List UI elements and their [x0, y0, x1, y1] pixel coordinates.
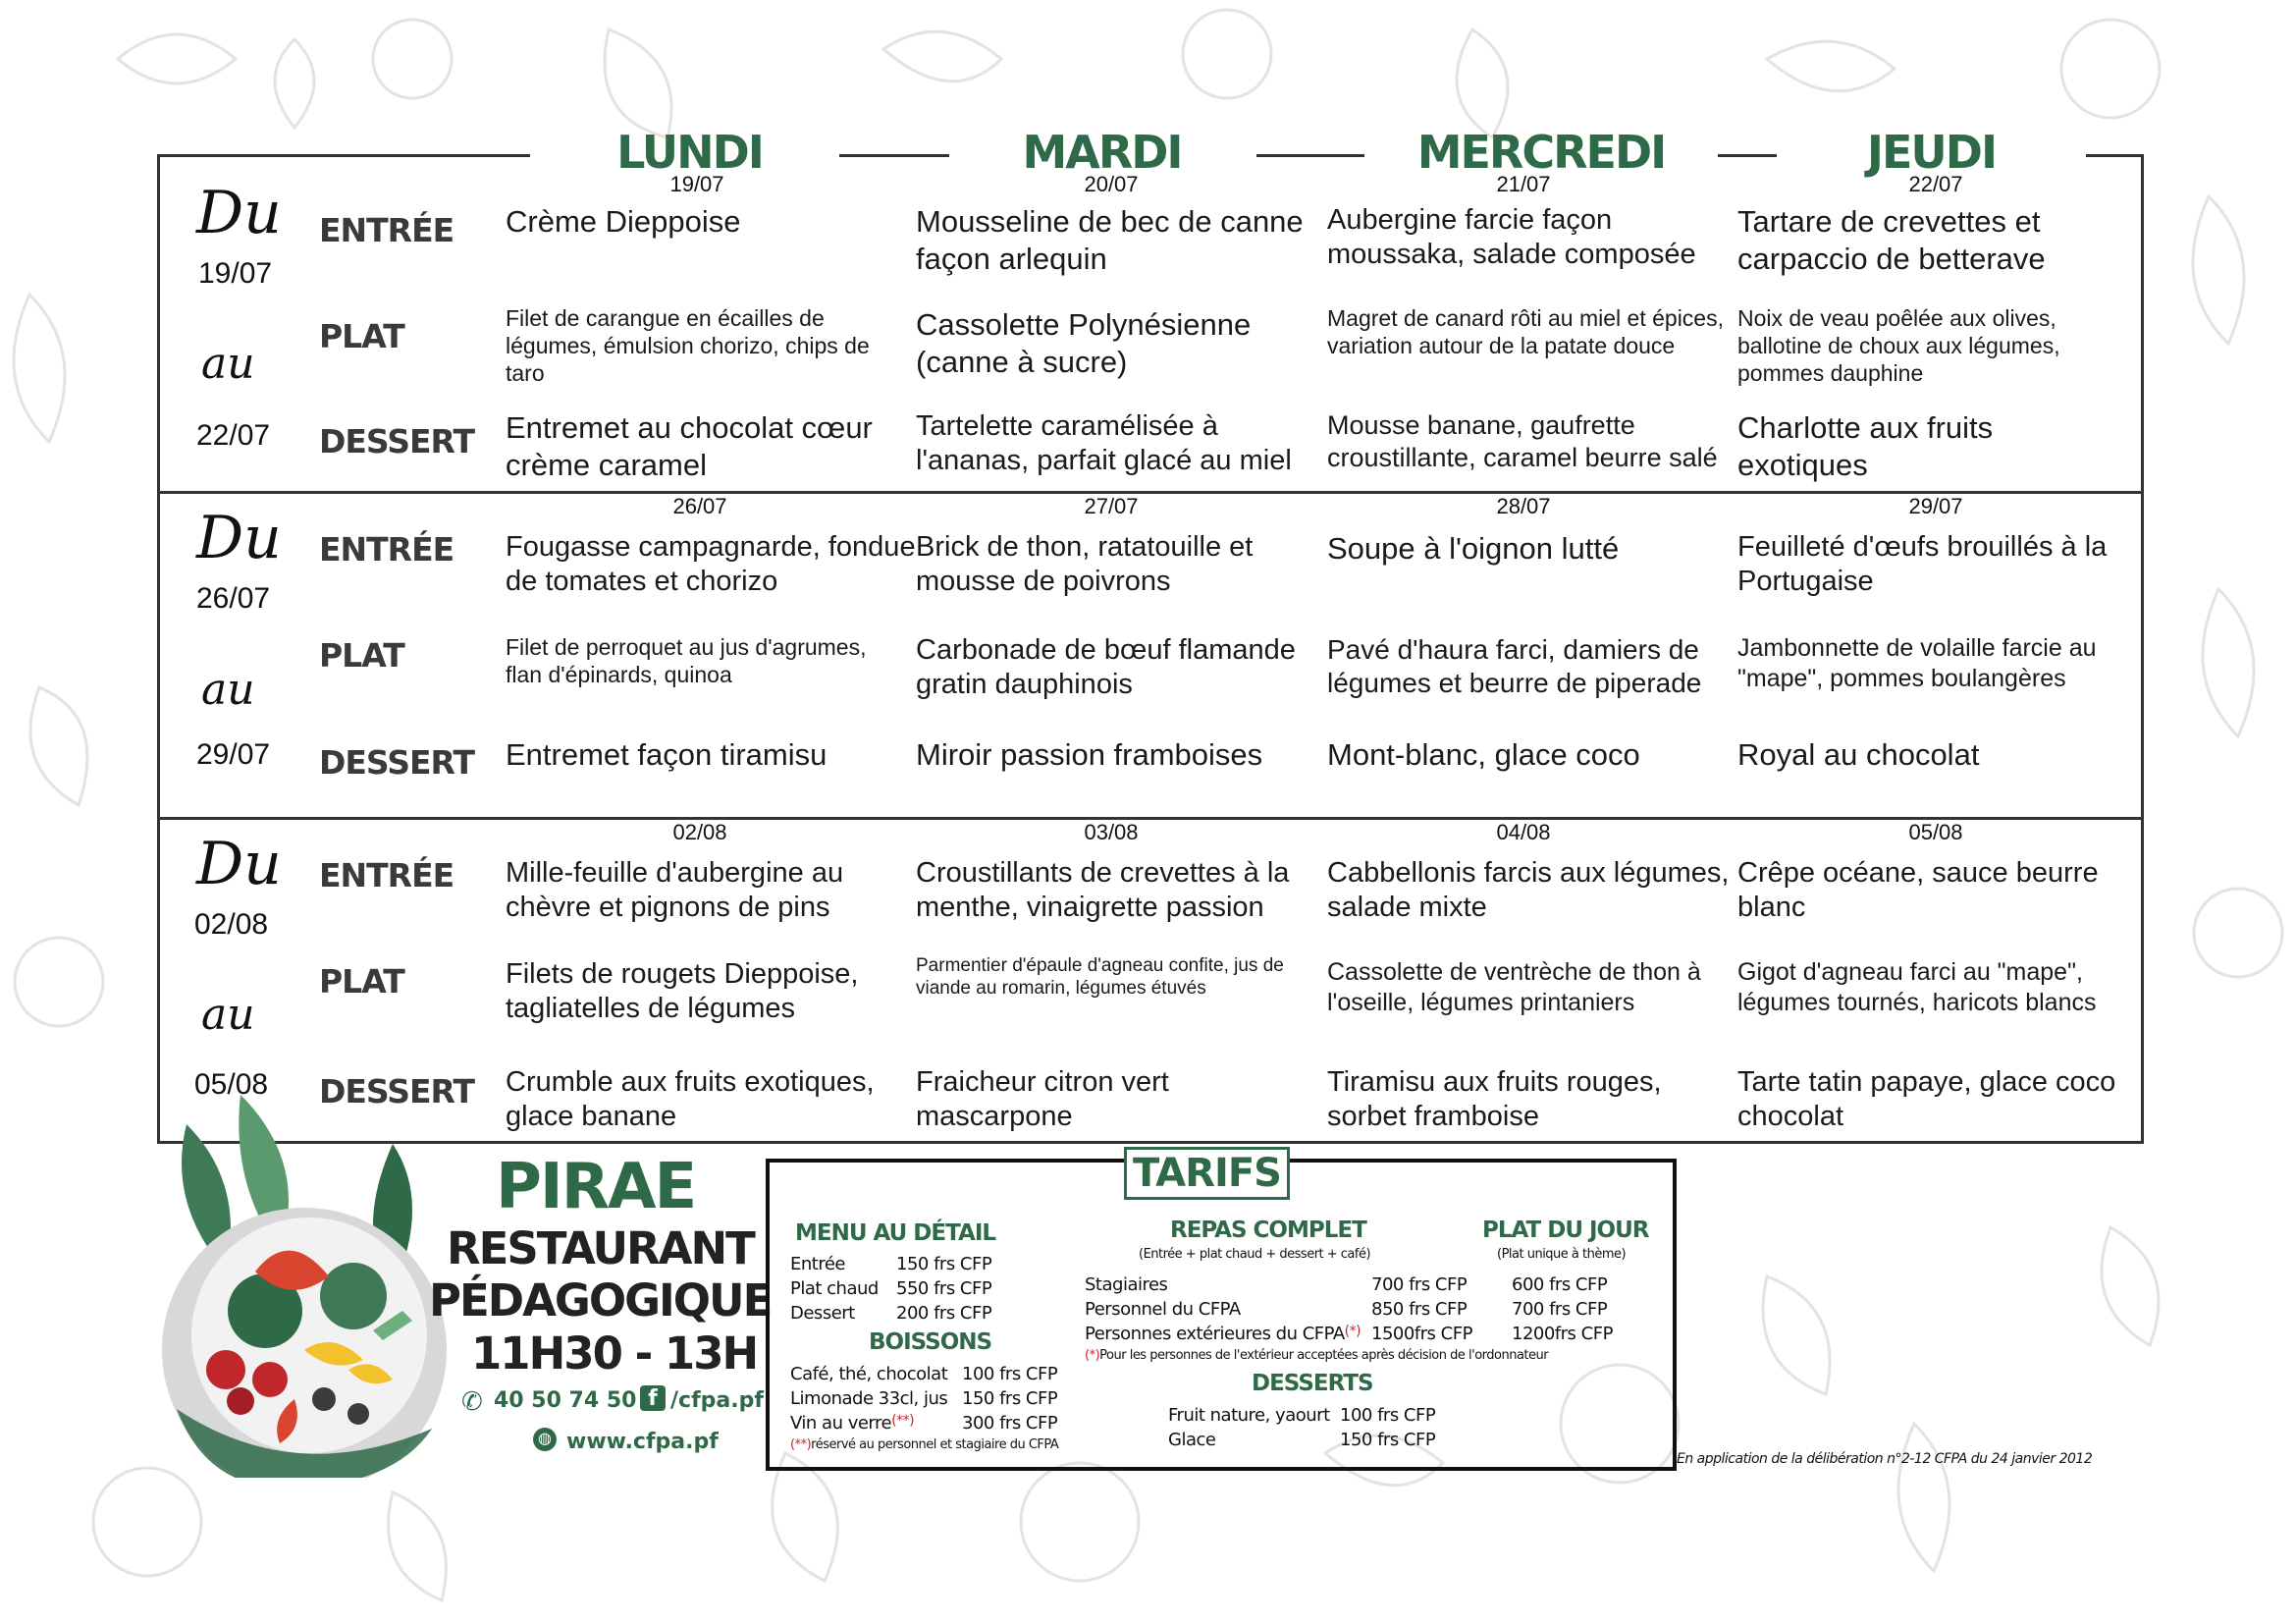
- dish-plat: Cassolette Polynésienne (canne à sucre): [916, 307, 1252, 379]
- salad-bowl-logo: [147, 1085, 461, 1478]
- tarifs-title: TARIFS: [1124, 1147, 1290, 1200]
- day-date: 28/07: [1496, 494, 1551, 518]
- week-au-label: au: [201, 665, 255, 715]
- week-end-date: 05/08: [194, 1068, 269, 1101]
- dish-entree: Brick de thon, ratatouille et mousse de poivrons: [916, 531, 1254, 598]
- day-date: 05/08: [1908, 820, 1963, 844]
- brand-line1: RESTAURANT: [447, 1222, 754, 1274]
- dish-plat: Filet de perroquet au jus d'agrumes, flan d'épinards, quinoa: [506, 634, 867, 688]
- footnote-mark: (**): [891, 1413, 915, 1429]
- price-label-text: Vin au verre: [790, 1413, 892, 1434]
- dish-entree: Aubergine farcie façon moussaka, salade composée: [1327, 204, 1696, 271]
- brand-line2: PÉDAGOGIQUE: [429, 1274, 772, 1326]
- price-label: Entrée: [790, 1254, 845, 1274]
- dish-plat: Magret de canard rôti au miel et épices, variation autour de la patate douce: [1327, 305, 1724, 359]
- dish-dessert: Miroir passion framboises: [916, 737, 1263, 772]
- dish-entree: Feuilleté d'œufs brouillés à la Portugaise: [1737, 531, 2108, 598]
- dish-plat: Cassolette de ventrèche de thon à l'oseille, légumes printaniers: [1327, 958, 1701, 1016]
- price-value: 100 frs CFP: [1340, 1405, 1436, 1426]
- boissons-note-text: réservé au personnel et stagiaire du CFPA: [811, 1437, 1059, 1452]
- dish-entree: Croustillants de crevettes à la menthe, vinaigrette passion: [916, 857, 1290, 924]
- price-value: 150 frs CFP: [962, 1388, 1058, 1409]
- week-du-label: Du: [196, 830, 282, 898]
- price-value: 600 frs CFP: [1512, 1274, 1608, 1295]
- week-start-date: 02/08: [194, 908, 269, 941]
- dish-entree: Crème Dieppoise: [506, 204, 741, 239]
- course-label-dessert: DESSERT: [319, 422, 474, 460]
- dish-plat: Gigot d'agneau farci au "mape", légumes tournés, haricots blancs: [1737, 958, 2097, 1016]
- boissons-heading: BOISSONS: [869, 1329, 992, 1355]
- boissons-note: [790, 1437, 1058, 1452]
- dish-dessert: Fraicheur citron vert mascarpone: [916, 1066, 1169, 1133]
- repas-complet-heading: REPAS COMPLET: [1170, 1218, 1366, 1243]
- price-value: 150 frs CFP: [1340, 1430, 1436, 1450]
- course-label-plat: PLAT: [319, 636, 404, 675]
- course-label-entree: ENTRÉE: [319, 211, 454, 249]
- dish-entree: Fougasse campagnarde, fondue de tomates et chorizo: [506, 531, 916, 598]
- dish-dessert: Tartelette caramélisée à l'ananas, parfait glacé au miel: [916, 410, 1292, 477]
- day-date: 29/07: [1908, 494, 1963, 518]
- price-value: 1200frs CFP: [1512, 1324, 1613, 1344]
- course-label-entree: ENTRÉE: [319, 856, 454, 894]
- price-label: Glace: [1168, 1430, 1216, 1450]
- price-label-text: Personnes extérieures du CFPA: [1085, 1324, 1345, 1344]
- dish-plat: Jambonnette de volaille farcie au "mape", pommes boulangères: [1737, 634, 2097, 692]
- price-value: 550 frs CFP: [896, 1278, 992, 1299]
- dish-dessert: Entremet façon tiramisu: [506, 737, 828, 772]
- dish-plat: Parmentier d'épaule d'agneau confite, jus de viande au romarin, légumes étuvés: [916, 955, 1284, 1000]
- price-value: 700 frs CFP: [1512, 1299, 1608, 1320]
- dish-entree: Soupe à l'oignon lutté: [1327, 531, 1620, 566]
- phone-number[interactable]: 40 50 74 50: [494, 1388, 637, 1413]
- course-label-plat: PLAT: [319, 962, 404, 1001]
- day-date: 21/07: [1496, 172, 1551, 196]
- dish-dessert: Royal au chocolat: [1737, 737, 1980, 772]
- day-date: 26/07: [672, 494, 727, 518]
- price-value: 150 frs CFP: [896, 1254, 992, 1274]
- week-end-date: 29/07: [196, 738, 271, 771]
- week-au-label: au: [201, 339, 255, 389]
- day-date: 22/07: [1908, 172, 1963, 196]
- dish-plat: Noix de veau poêlée aux olives, ballotine de choux aux légumes, pommes dauphine: [1737, 305, 2060, 387]
- week-du-label: Du: [196, 504, 282, 572]
- day-date: 20/07: [1084, 172, 1139, 196]
- dish-dessert: Crumble aux fruits exotiques, glace banane: [506, 1066, 875, 1133]
- dish-dessert: Tiramisu aux fruits rouges, sorbet framboise: [1327, 1066, 1662, 1133]
- dish-dessert: Entremet au chocolat cœur crème caramel: [506, 410, 873, 482]
- price-label: Personnel du CFPA: [1085, 1299, 1241, 1320]
- week-au-label: au: [201, 990, 255, 1040]
- week-start-date: 19/07: [198, 257, 273, 290]
- facebook-icon: f: [640, 1385, 666, 1411]
- week-start-date: 26/07: [196, 582, 271, 615]
- dish-plat: Pavé d'haura farci, damiers de légumes et beurre de piperade: [1327, 634, 1702, 699]
- dish-entree: Crêpe océane, sauce beurre blanc: [1737, 857, 2099, 924]
- dish-plat: Filets de rougets Dieppoise, tagliatelles de légumes: [506, 958, 859, 1025]
- globe-icon: ◍: [533, 1428, 557, 1451]
- price-value: 700 frs CFP: [1371, 1274, 1468, 1295]
- brand-city: PIRAE: [496, 1151, 696, 1223]
- price-label: [1085, 1324, 1361, 1344]
- opening-hours: 11H30 - 13H: [471, 1327, 758, 1380]
- footnote-mark: (*): [1344, 1324, 1362, 1339]
- day-header-mardi: MARDI: [1022, 126, 1182, 179]
- dish-dessert: Charlotte aux fruits exotiques: [1737, 410, 1994, 482]
- price-label: Dessert: [790, 1303, 855, 1324]
- phone-icon: ✆: [461, 1386, 483, 1416]
- dish-dessert: Tarte tatin papaye, glace coco chocolat: [1737, 1066, 2116, 1133]
- price-label: Stagiaires: [1085, 1274, 1168, 1295]
- price-value: 850 frs CFP: [1371, 1299, 1468, 1320]
- price-value: 300 frs CFP: [962, 1413, 1058, 1434]
- repas-complet-sub: (Entrée + plat chaud + dessert + café): [1139, 1247, 1371, 1262]
- week-end-date: 22/07: [196, 419, 271, 452]
- dish-entree: Tartare de crevettes et carpaccio de betterave: [1737, 204, 2046, 276]
- course-label-dessert: DESSERT: [319, 1072, 474, 1110]
- course-label-plat: PLAT: [319, 317, 404, 355]
- desserts-heading: DESSERTS: [1252, 1371, 1373, 1396]
- day-header-jeudi: JEUDI: [1866, 126, 1997, 179]
- course-label-entree: ENTRÉE: [319, 530, 454, 568]
- price-label: [790, 1413, 914, 1434]
- course-label-dessert: DESSERT: [319, 743, 474, 782]
- price-value: 100 frs CFP: [962, 1364, 1058, 1384]
- day-header-mercredi: MERCREDI: [1416, 126, 1666, 179]
- footnote-mark: (**): [790, 1437, 812, 1452]
- day-date: 03/08: [1084, 820, 1139, 844]
- repas-complet-note-text: Pour les personnes de l'extérieur acceptées après décision de l'ordonnateur: [1099, 1348, 1549, 1363]
- dish-entree: Mille-feuille d'aubergine au chèvre et pignons de pins: [506, 857, 844, 924]
- dish-dessert: Mont-blanc, glace coco: [1327, 737, 1640, 772]
- day-date: 02/08: [672, 820, 727, 844]
- plat-du-jour-sub: (Plat unique à thème): [1497, 1247, 1627, 1262]
- dish-plat: Filet de carangue en écailles de légumes, émulsion chorizo, chips de taro: [506, 305, 870, 387]
- facebook-handle[interactable]: /cfpa.pf: [670, 1388, 764, 1413]
- legal-footnote: En application de la délibération n°2-12 CFPA du 24 janvier 2012: [1677, 1451, 2093, 1467]
- price-label: Café, thé, chocolat: [790, 1364, 948, 1384]
- footnote-mark: (*): [1085, 1348, 1100, 1363]
- dish-dessert: Mousse banane, gaufrette croustillante, caramel beurre salé: [1327, 410, 1718, 472]
- price-value: 1500frs CFP: [1371, 1324, 1472, 1344]
- day-date: 04/08: [1496, 820, 1551, 844]
- day-date: 27/07: [1084, 494, 1139, 518]
- dish-entree: Cabbellonis farcis aux légumes, salade mixte: [1327, 857, 1730, 924]
- day-header-lundi: LUNDI: [616, 126, 763, 179]
- website-link[interactable]: www.cfpa.pf: [566, 1430, 719, 1454]
- price-label: Fruit nature, yaourt: [1168, 1405, 1330, 1426]
- dish-plat: Carbonade de bœuf flamande gratin dauphinois: [916, 634, 1296, 701]
- price-value: 200 frs CFP: [896, 1303, 992, 1324]
- week-du-label: Du: [196, 179, 282, 247]
- price-label: Limonade 33cl, jus: [790, 1388, 948, 1409]
- plat-du-jour-heading: PLAT DU JOUR: [1482, 1218, 1649, 1243]
- price-label: Plat chaud: [790, 1278, 879, 1299]
- dish-entree: Mousseline de bec de canne façon arlequin: [916, 204, 1304, 276]
- repas-complet-note: [1085, 1348, 1548, 1363]
- menu-detail-heading: MENU AU DÉTAIL: [795, 1220, 996, 1246]
- day-date: 19/07: [669, 172, 724, 196]
